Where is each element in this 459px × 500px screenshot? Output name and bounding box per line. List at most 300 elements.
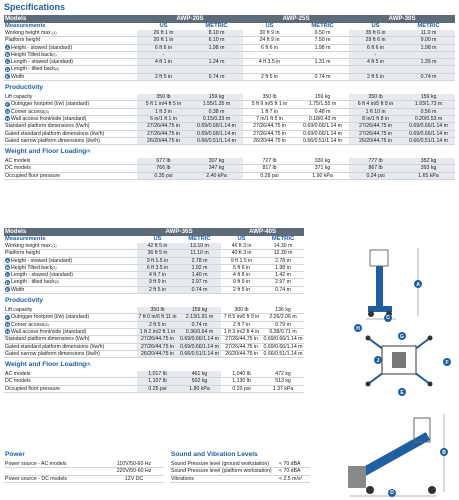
- power-value: 110V/50-60 Hz: [104, 461, 164, 468]
- lift-tilted-back-illustration: [340, 400, 455, 498]
- row-label: [4, 328, 137, 335]
- row-label-text: AC models: [5, 158, 31, 165]
- cell-value: 1,040 lb: [221, 371, 262, 378]
- productivity-header-row: [4, 294, 304, 308]
- productivity-label: Productivity: [5, 84, 44, 92]
- page-title: Specifications: [4, 2, 66, 12]
- row-label-text: Working height max.: [5, 243, 53, 249]
- cell-value: [137, 66, 190, 73]
- sound-table: [170, 448, 310, 483]
- diagram-ref-icon: F: [6, 314, 9, 320]
- row-label-text: Length - stowed (standard): [11, 59, 73, 66]
- sound-value: < 2.5 m/s²: [278, 475, 310, 482]
- cell-value: 1 ft 7 in: [243, 108, 296, 115]
- cell-value: 2 ft 5 in: [349, 73, 402, 80]
- cell-value: 1.42 m: [262, 272, 304, 279]
- table-row: [4, 115, 455, 122]
- cell-value: 1.98 m: [402, 44, 455, 51]
- footnote-ref: (1): [52, 31, 57, 35]
- cell-value: 0.74 m: [178, 286, 221, 293]
- models-label: Models: [4, 15, 137, 23]
- diagram-ref-icon: E: [6, 286, 9, 292]
- cell-value: 350 lb: [137, 307, 178, 314]
- cell-value: 0.18/0.43 m: [296, 115, 349, 122]
- row-label-text: Gated narrow platform dimensions (l/w/h): [5, 350, 100, 357]
- row-label-text: Lift capacity: [5, 307, 33, 314]
- diagram-ref-icon: F: [6, 101, 9, 107]
- row-label: [4, 59, 137, 66]
- weight-label: Weight and Floor Loading: [5, 361, 87, 369]
- cell-value: 727 lb: [243, 158, 296, 165]
- diagram-label: G: [400, 333, 404, 340]
- specs-table-1: [4, 15, 455, 180]
- footnote-ref: (4): [86, 149, 91, 154]
- cell-value: 0.36/0.64 m: [178, 328, 221, 335]
- table-row: [4, 321, 304, 328]
- cell-value: 9 ft 9 in: [137, 279, 178, 286]
- cell-value: 13.10 m: [178, 243, 221, 250]
- cell-value: 27/26/44.75 in: [349, 123, 402, 130]
- cell-value: 27/26/44.75 in: [137, 130, 190, 137]
- row-label: [4, 250, 137, 257]
- table-row: [4, 371, 304, 378]
- footnote-ref: (2): [52, 265, 57, 270]
- table-row: [4, 243, 304, 250]
- table-row: [4, 101, 455, 108]
- table-row: [4, 165, 455, 172]
- table-row: [4, 257, 304, 264]
- cell-value: 27/26/44.75 in: [243, 130, 296, 137]
- row-label-text: Platform height: [5, 37, 40, 44]
- productivity-header-row: [4, 81, 455, 95]
- cell-value: 0.69/0.66/1.14 m: [190, 123, 243, 130]
- table-row: [4, 51, 455, 58]
- cell-value: 7 ft 0 in/6 ft 11 in: [138, 314, 177, 321]
- row-label-text: Wall access front/side (standard): [11, 328, 87, 335]
- productivity-label: Productivity: [5, 297, 44, 305]
- row-label: [4, 371, 137, 378]
- cell-value: 1.98 m: [296, 44, 349, 51]
- row-label: [4, 343, 137, 350]
- cell-value: 8.10 m: [190, 30, 243, 37]
- cell-value: 0.66/0.51/1.14 m: [296, 137, 349, 144]
- power-label: Power source - DC models: [4, 475, 104, 482]
- sound-label: Sound Pressure level (platform workstation): [170, 468, 278, 475]
- cell-value: 347 kg: [190, 165, 243, 172]
- cell-value: 7 in/1 ft 5 in: [243, 115, 296, 122]
- cell-value: 7 ft 5 in/6 ft 9 in: [221, 314, 262, 321]
- cell-value: 24 ft 9 in: [243, 37, 296, 44]
- cell-value: 6 ft 6 in: [243, 44, 296, 51]
- footnote-ref: (2): [52, 52, 57, 57]
- cell-value: 9.50 m: [296, 30, 349, 37]
- cell-value: 1.31 m: [296, 59, 349, 66]
- table-row: [4, 272, 304, 279]
- cell-value: 2 ft 5 in: [243, 73, 296, 80]
- table-row: [4, 123, 455, 130]
- cell-value: [296, 66, 349, 73]
- cell-value: 766 lb: [137, 165, 190, 172]
- models-label: Models: [4, 228, 137, 236]
- cell-value: 502 kg: [178, 378, 221, 385]
- cell-value: 2.40 kPa: [190, 172, 243, 179]
- cell-value: 300 lb: [221, 307, 262, 314]
- table-row: [4, 30, 455, 37]
- cell-value: 371 kg: [296, 165, 349, 172]
- diagram-label: H: [356, 325, 360, 332]
- cell-value: 2 ft 7 in: [221, 321, 262, 328]
- unit-label: METRIC: [188, 236, 211, 242]
- table-row: [4, 73, 455, 80]
- cell-value: 0.69/0.66/1.14 m: [296, 130, 349, 137]
- cell-value: 159 kg: [402, 94, 455, 101]
- row-label-text: Gated narrow platform dimensions (l/w/h): [5, 137, 100, 144]
- row-label-text: Corner access: [11, 321, 45, 328]
- cell-value: 6.10 m: [190, 37, 243, 44]
- row-label: [4, 108, 137, 115]
- diagram-label: B: [442, 449, 446, 456]
- cell-value: 136 kg: [262, 307, 304, 314]
- unit-label: US: [159, 23, 168, 29]
- cell-value: 1 ft 2 in/2 ft 1 in: [137, 328, 178, 335]
- power-value: 12V DC: [104, 475, 164, 482]
- model-name: AWP-30S: [349, 15, 455, 23]
- footnote-ref: (1): [52, 244, 57, 248]
- cell-value: 0.74 m: [262, 286, 304, 293]
- cell-value: 0.24 psi: [349, 172, 402, 179]
- row-label-text: Length - tilted back: [11, 66, 55, 73]
- table-row: [4, 137, 455, 144]
- row-label: [4, 165, 137, 172]
- model-name: AWP-25S: [243, 15, 349, 23]
- table-row: [4, 307, 304, 314]
- cell-value: 1 ft 3 in: [137, 108, 190, 115]
- cell-value: 350 lb: [137, 94, 190, 101]
- cell-value: 1,130 lb: [221, 378, 262, 385]
- weight-label-cell: [4, 145, 455, 159]
- row-label-text: Occupied floor pressure: [5, 385, 61, 392]
- cell-value: 159 kg: [296, 94, 349, 101]
- cell-value: 2 ft 5 in: [137, 321, 178, 328]
- diagram-label: C: [384, 314, 392, 322]
- row-label: [4, 37, 137, 44]
- cell-value: 0.69/0.66/1.14 m: [263, 343, 303, 350]
- outrigger-top-view-illustration: [350, 322, 455, 397]
- cell-value: 0.69/0.66/1.14 m: [190, 130, 243, 137]
- cell-value: 35 ft 6 in: [349, 30, 402, 37]
- row-label-text: Outrigger footprint (l/w) (standard): [11, 101, 90, 108]
- sound-label: Vibrations: [170, 475, 278, 482]
- row-label: [4, 44, 137, 51]
- cell-value: 6 ft 6 in: [137, 44, 190, 51]
- table-row: [4, 378, 304, 385]
- cell-value: [296, 51, 349, 58]
- cell-value: 0.25 psi: [137, 385, 178, 392]
- cell-value: 46 ft 3 in: [221, 243, 262, 250]
- row-label: [4, 279, 137, 286]
- cell-value: 1.37 kPa: [262, 385, 304, 392]
- row-label: [4, 314, 137, 321]
- cell-value: 9.00 m: [402, 37, 455, 44]
- cell-value: 9 ft 1.5 in: [221, 257, 262, 264]
- measurements-label: Measurements: [5, 236, 46, 242]
- row-label: [4, 321, 137, 328]
- diagram-ref-icon: G: [5, 108, 10, 114]
- unit-label: METRIC: [311, 23, 334, 29]
- cell-value: 8 in/1 ft 8 in: [349, 115, 402, 122]
- cell-value: 11.10 m: [178, 250, 221, 257]
- cell-value: 26/20/44.75 in: [137, 137, 190, 144]
- cell-value: 6 in/1 ft 1 in: [137, 115, 190, 122]
- weight-label: Weight and Floor Loading: [5, 148, 87, 156]
- cell-value: 1.93/1.73 m: [402, 101, 455, 108]
- cell-value: 0.56 m: [402, 108, 455, 115]
- table-row: [4, 158, 455, 165]
- unit-label: METRIC: [271, 236, 295, 242]
- table-row: [4, 350, 304, 357]
- cell-value: 1.98 m: [262, 264, 304, 271]
- row-label-text: Corner access: [11, 108, 45, 115]
- cell-value: 307 kg: [190, 158, 243, 165]
- row-label: [4, 172, 137, 179]
- cell-value: 26/20/44.75 in: [221, 350, 262, 357]
- cell-value: 0.69/0.66/1.14 m: [263, 336, 303, 343]
- row-label-text: Height Tilted back: [11, 264, 53, 271]
- cell-value: 677 lb: [137, 158, 190, 165]
- diagram-ref-icon: D: [6, 66, 9, 72]
- row-label: [4, 30, 137, 37]
- row-label: [4, 307, 137, 314]
- row-label-text: Height Tilted back: [11, 51, 53, 58]
- row-label: [4, 66, 137, 73]
- cell-value: 2.26/2.06 m: [262, 314, 304, 321]
- cell-value: 42 ft 5 in: [137, 243, 178, 250]
- cell-value: 1,107 lb: [137, 378, 178, 385]
- table-row: [4, 108, 455, 115]
- cell-value: 26/20/44.75 in: [137, 350, 178, 357]
- row-label-text: Platform height: [5, 250, 40, 257]
- row-label-text: Length - stowed (standard): [11, 272, 73, 279]
- cell-value: 350 lb: [243, 94, 296, 101]
- row-label-text: Gated standard platform dimensions (l/w/h): [5, 343, 105, 350]
- row-label: [4, 115, 137, 122]
- cell-value: -: [349, 51, 402, 58]
- cell-value: 26/20/44.75 in: [243, 137, 296, 144]
- cell-value: 0.74 m: [296, 73, 349, 80]
- cell-value: 0.74 m: [190, 73, 243, 80]
- table-row: [4, 172, 455, 179]
- diagram-label: F: [445, 359, 449, 366]
- row-label: [4, 130, 137, 137]
- unit-label: US: [371, 23, 380, 29]
- footnote-ref: (3): [44, 109, 49, 114]
- row-label-text: AC models: [5, 371, 31, 378]
- cell-value: 20 ft 1 in: [137, 37, 190, 44]
- cell-value: 7.50 m: [296, 37, 349, 44]
- row-label: [4, 272, 137, 279]
- cell-value: 0.20 psi: [221, 385, 262, 392]
- cell-value: 1.40 m: [178, 272, 221, 279]
- cell-value: 0.69/0.66/1.14 m: [296, 123, 349, 130]
- diagram-ref-icon: B: [6, 52, 9, 58]
- cell-value: 2.78 m: [178, 257, 221, 264]
- unit-label: US: [153, 236, 162, 242]
- cell-value: 0.15/0.33 m: [190, 115, 243, 122]
- cell-value: 4 ft 7 in: [137, 272, 178, 279]
- cell-value: 2.97 m: [262, 279, 304, 286]
- cell-value: 0.66/0.51/1.14 m: [190, 137, 243, 144]
- diagram-ref-icon: C: [6, 272, 9, 278]
- weight-header-row: [4, 358, 304, 372]
- cell-value: 27/26/44.75 in: [349, 130, 402, 137]
- sound-label: Sound Pressure level (ground workstation): [170, 461, 278, 468]
- table-row: [4, 264, 304, 271]
- row-label-text: Standard platform dimensions (l/w/h): [5, 336, 90, 343]
- diagram-label: A: [416, 281, 420, 288]
- cell-value: 0.69/0.66/1.14 m: [402, 130, 455, 137]
- cell-value: 1.35 m: [402, 59, 455, 66]
- row-label: [4, 158, 137, 165]
- row-label-text: Outrigger footprint (l/w) (standard): [11, 314, 90, 321]
- cell-value: 1.92 m: [178, 264, 221, 271]
- cell-value: [190, 51, 243, 58]
- cell-value: 0.38 m: [190, 108, 243, 115]
- cell-value: 1.98 m: [190, 44, 243, 51]
- table-row: [4, 328, 304, 335]
- diagram-ref-icon: H: [6, 116, 9, 122]
- cell-value: 867 lb: [349, 165, 402, 172]
- cell-value: 0.38/0.71 m: [262, 328, 304, 335]
- measurements-header-row: [4, 23, 455, 30]
- row-label-text: Width: [11, 73, 25, 80]
- cell-value: 27/26/44.75 in: [137, 343, 178, 350]
- table-row: [4, 59, 455, 66]
- cell-value: 29 ft 6 in: [349, 37, 402, 44]
- power-value: 220V/50-60 Hz: [104, 468, 164, 475]
- cell-value: 2 ft 5 in: [137, 73, 190, 80]
- models-header-row: [4, 228, 304, 236]
- cell-value: 27/26/44.75 in: [221, 343, 262, 350]
- diagram-label: E: [400, 389, 404, 396]
- diagram-label: D: [388, 489, 396, 497]
- cell-value: 777 lb: [349, 158, 402, 165]
- cell-value: [243, 66, 296, 73]
- cell-value: 817 lb: [243, 165, 296, 172]
- cell-value: 9 ft 1.5 in: [137, 257, 178, 264]
- footnote-ref: (4): [86, 362, 91, 367]
- cell-value: 6 ft 6 in: [221, 264, 262, 271]
- specs-table-2: [4, 228, 304, 393]
- footnote-ref: (2): [54, 280, 60, 285]
- table-row: [4, 250, 304, 257]
- cell-value: 0.66/0.51/1.14 m: [402, 137, 455, 144]
- cell-value: 12.30 m: [262, 250, 304, 257]
- cell-value: [190, 66, 243, 73]
- row-label-text: Width: [11, 286, 25, 293]
- cell-value: 26 ft 1 in: [137, 30, 190, 37]
- cell-value: 1 ft 3 in/2 ft 4 in: [221, 328, 262, 335]
- sound-value: < 70 dBA: [278, 468, 310, 475]
- models-header-row: [4, 15, 455, 23]
- cell-value: 461 kg: [178, 371, 221, 378]
- cell-value: 1.65 kPa: [402, 172, 455, 179]
- diagram-ref-icon: A: [6, 44, 9, 50]
- row-label-text: Length - tilted back: [11, 279, 55, 286]
- cell-value: 1.55/1.35 m: [190, 101, 243, 108]
- cell-value: 0.66/0.51/1.14 m: [178, 350, 221, 357]
- cell-value: 330 kg: [296, 158, 349, 165]
- cell-value: [349, 66, 402, 73]
- diagram-ref-icon: D: [6, 279, 9, 285]
- cell-value: 30 ft 9 in: [243, 30, 296, 37]
- cell-value: 0.79 m: [262, 321, 304, 328]
- row-label: [4, 286, 137, 293]
- cell-value: 2.97 m: [178, 279, 221, 286]
- row-label: [4, 94, 137, 101]
- cell-value: 9 ft 9 in: [221, 279, 262, 286]
- row-label-text: Height - stowed (standard): [11, 257, 73, 264]
- cell-value: 26/20/44.75 in: [349, 137, 402, 144]
- cell-value: 4 ft 1 in: [137, 59, 190, 66]
- row-label-text: Occupied floor pressure: [5, 172, 61, 179]
- unit-label: US: [237, 236, 246, 242]
- cell-value: 0.35 psi: [137, 172, 190, 179]
- cell-value: 27/26/44.75 in: [137, 123, 190, 130]
- table-row: [4, 37, 455, 44]
- table-row: [4, 66, 455, 73]
- cell-value: 2.78 m: [262, 257, 304, 264]
- cell-value: 472 kg: [262, 371, 304, 378]
- model-name: AWP-20S: [137, 15, 243, 23]
- table-row: [4, 336, 304, 343]
- diagram-ref-icon: E: [6, 73, 9, 79]
- row-label: [4, 336, 137, 343]
- cell-value: 4 ft 3.5 in: [243, 59, 296, 66]
- cell-value: [402, 66, 455, 73]
- cell-value: -: [137, 51, 190, 58]
- cell-value: 2 ft 5 in: [221, 286, 262, 293]
- cell-value: 2.13/1.91 m: [178, 314, 221, 321]
- cell-value: 1.24 m: [190, 59, 243, 66]
- power-title: Power: [5, 451, 25, 458]
- table-row: [4, 94, 455, 101]
- cell-value: 6 ft 3.5 in: [137, 264, 178, 271]
- cell-value: 27/26/44.75 in: [137, 336, 178, 343]
- footnote-ref: (3): [44, 322, 49, 327]
- row-label: [4, 350, 137, 357]
- diagram-ref-icon: G: [5, 321, 10, 327]
- diagram-ref-icon: H: [6, 329, 9, 335]
- cell-value: 0.66/0.51/1.14 m: [263, 350, 303, 357]
- row-label-text: DC models: [5, 378, 31, 385]
- power-label: Power source - AC models: [4, 461, 104, 468]
- cell-value: 0.69/0.66/1.14 m: [178, 343, 221, 350]
- cell-value: 40 ft 3 in: [221, 250, 262, 257]
- unit-label: METRIC: [417, 23, 440, 29]
- footnote-ref: (2): [54, 67, 60, 72]
- diagram-label: J: [376, 357, 380, 364]
- row-label: [4, 264, 137, 271]
- row-label: [4, 378, 137, 385]
- row-label-text: Gated standard platform dimensions (l/w/h): [5, 130, 105, 137]
- model-name: AWP-36S: [137, 228, 221, 236]
- row-label-text: Wall access front/side (standard): [11, 115, 87, 122]
- cell-value: 4 ft 5 in: [349, 59, 402, 66]
- row-label: [4, 51, 137, 58]
- sound-title: Sound and Vibration Levels: [171, 451, 258, 458]
- cell-value: 2 ft 5 in: [137, 286, 178, 293]
- cell-value: 513 kg: [262, 378, 304, 385]
